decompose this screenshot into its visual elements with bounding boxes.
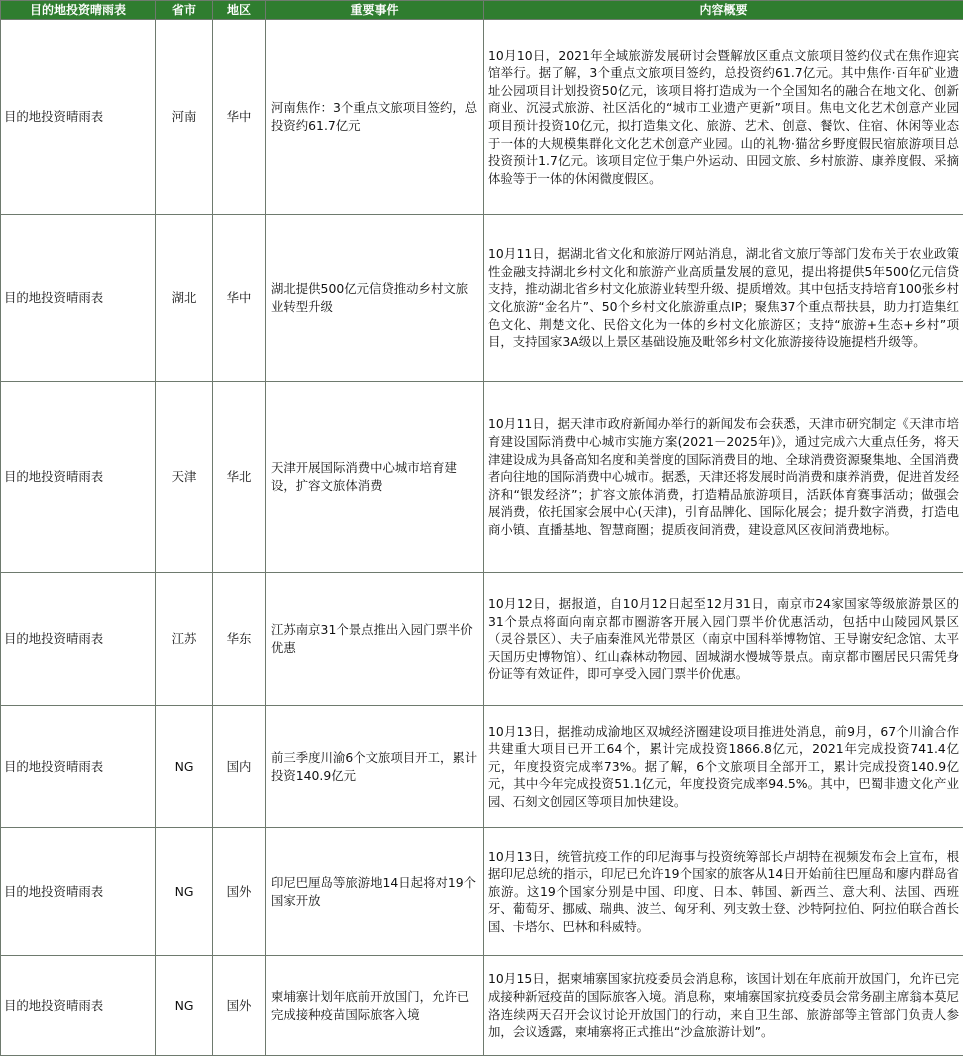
event-cell: 前三季度川渝6个文旅项目开工，累计投资140.9亿元 [266, 706, 484, 828]
summary-cell: 10月11日，据湖北省文化和旅游厅网站消息，湖北省文旅厅等部门发布关于农业政策性金融支持湖北乡村文化和旅游产业高质量发展的意见，提出将提供5年500亿元信贷支持，推动湖北省乡村文化旅游业转型升级、提质增效。其中包括支持培育100张乡村文化旅游“金名片”、50个乡村文化旅游重点IP；聚焦37个重点帮扶县，助力打造集红色文化、荆楚文化、民俗文化为一体的乡村文化旅游区；支持“旅游+生态+乡村”项目，支持国家3A级以上景区基础设施及毗邻乡村文化旅游接待设施提档升级等。 [484, 215, 963, 382]
header-event: 重要事件 [266, 1, 484, 20]
event-cell: 湖北提供500亿元信贷推动乡村文旅业转型升级 [266, 215, 484, 382]
province-cell: 江苏 [156, 573, 213, 706]
province-cell: 湖北 [156, 215, 213, 382]
region-cell: 国外 [213, 828, 266, 956]
region-cell: 国内 [213, 706, 266, 828]
summary-cell: 10月13日，统管抗疫工作的印尼海事与投资统筹部长卢胡特在视频发布会上宣布，根据印尼总统的指示，印尼已允许19个国家的旅客从14日开始前往巴厘岛和廖内群岛省旅游。这19个国家分别是中国、印度、日本、韩国、新西兰、意大利、法国、西班牙、葡萄牙、挪威、瑞典、波兰、匈牙利、列支敦士登、沙特阿拉伯、阿拉伯联合酋长国、卡塔尔、巴林和科威特。 [484, 828, 963, 956]
table-row [1, 20, 963, 215]
summary-cell: 10月13日，据推动成渝地区双城经济圈建设项目推进处消息，前9月，67个川渝合作共建重大项目已开工64个，累计完成投资1866.8亿元，2021年完成投资741.4亿元，年度投资完成率73%。据了解，6个文旅项目全部开工，累计完成投资140.9亿元，其中今年完成投资51.1亿元，年度投资完成率94.5%。其中，巴蜀非遗文化产业园、石刻文创园区等项目加快建设。 [484, 706, 963, 828]
header-region: 地区 [213, 1, 266, 20]
region-cell: 华中 [213, 20, 266, 215]
region-cell: 华北 [213, 382, 266, 573]
header-row [1, 1, 963, 20]
summary-cell: 10月10日，2021年全域旅游发展研讨会暨解放区重点文旅项目签约仪式在焦作迎宾馆举行。据了解，3个重点文旅项目签约，总投资约61.7亿元。其中焦作·百年矿业遗址公园项目计划投资50亿元，该项目将打造成为一个全国知名的融合在地文化、创新商业、沉浸式旅游、社区活化的“城市工业遗产更新”项目。焦电文化艺术创意产业园项目预计投资10亿元，拟打造集文化、旅游、艺术、创意、餐饮、住宿、休闲等业态于一体的大规模集群化文化艺术创意产业园。山的礼物·猫岔乡野度假民宿旅游项目总投资预计1.7亿元。该项目定位于集户外运动、田园文旅、乡村旅游、康养度假、采摘体验等于一体的休闲微度假区。 [484, 20, 963, 215]
table-row [1, 828, 963, 956]
header-province: 省市 [156, 1, 213, 20]
source-cell: 目的地投资晴雨表 [1, 573, 156, 706]
summary-cell: 10月12日，据报道，自10月12日起至12月31日，南京市24家国家等级旅游景区的31个景点将面向南京都市圈游客开展入园门票半价优惠活动，包括中山陵园风景区（灵谷景区）、夫子庙秦淮风光带景区（南京中国科举博物馆、王导谢安纪念馆、太平天国历史博物馆）、红山森林动物园、固城湖水慢城等景点。南京都市圈居民只需凭身份证等有效证件，即可享受入园门票半价优惠。 [484, 573, 963, 706]
source-cell: 目的地投资晴雨表 [1, 706, 156, 828]
event-cell: 印尼巴厘岛等旅游地14日起将对19个国家开放 [266, 828, 484, 956]
event-cell: 天津开展国际消费中心城市培育建设，扩容文旅体消费 [266, 382, 484, 573]
event-cell: 河南焦作：3个重点文旅项目签约，总投资约61.7亿元 [266, 20, 484, 215]
event-cell: 江苏南京31个景点推出入园门票半价优惠 [266, 573, 484, 706]
province-cell: 河南 [156, 20, 213, 215]
header-source: 目的地投资晴雨表 [1, 1, 156, 20]
table-row [1, 573, 963, 706]
summary-cell: 10月15日，据柬埔寨国家抗疫委员会消息称，该国计划在年底前开放国门，允许已完成接种新冠疫苗的国际旅客入境。消息称，柬埔寨国家抗疫委员会常务副主席翁本莫尼洛连续两天召开会议讨论开放国门的行动，来自卫生部、旅游部等主管部门负责人参加，会议透露，柬埔寨将正式推出“沙盒旅游计划”。 [484, 956, 963, 1056]
summary-cell: 10月11日，据天津市政府新闻办举行的新闻发布会获悉，天津市研究制定《天津市培育建设国际消费中心城市实施方案(2021－2025年)》，通过完成六大重点任务，将天津建设成为具备高知名度和美誉度的国际消费目的地、全球消费资源聚集地、全国消费者向往地的国际消费中心城市。据悉，天津还将发展时尚消费和康养消费，促进首发经济和“银发经济”；扩容文旅体消费，打造精品旅游项目，活跃体育赛事活动；做强会展消费，依托国家会展中心(天津)，引育品牌化、国际化展会；提升数字消费，打造电商小镇、直播基地、智慧商圈；提质夜间消费，建设意风区夜间消费地标。 [484, 382, 963, 573]
source-cell: 目的地投资晴雨表 [1, 382, 156, 573]
province-cell: NG [156, 828, 213, 956]
source-cell: 目的地投资晴雨表 [1, 20, 156, 215]
region-cell: 华中 [213, 215, 266, 382]
province-cell: NG [156, 956, 213, 1056]
table-row [1, 706, 963, 828]
source-cell: 目的地投资晴雨表 [1, 215, 156, 382]
event-cell: 柬埔寨计划年底前开放国门，允许已完成接种疫苗国际旅客入境 [266, 956, 484, 1056]
source-cell: 目的地投资晴雨表 [1, 956, 156, 1056]
source-cell: 目的地投资晴雨表 [1, 828, 156, 956]
header-summary: 内容概要 [484, 1, 963, 20]
table-row [1, 382, 963, 573]
province-cell: 天津 [156, 382, 213, 573]
table-row [1, 956, 963, 1056]
region-cell: 国外 [213, 956, 266, 1056]
table-row [1, 215, 963, 382]
province-cell: NG [156, 706, 213, 828]
region-cell: 华东 [213, 573, 266, 706]
